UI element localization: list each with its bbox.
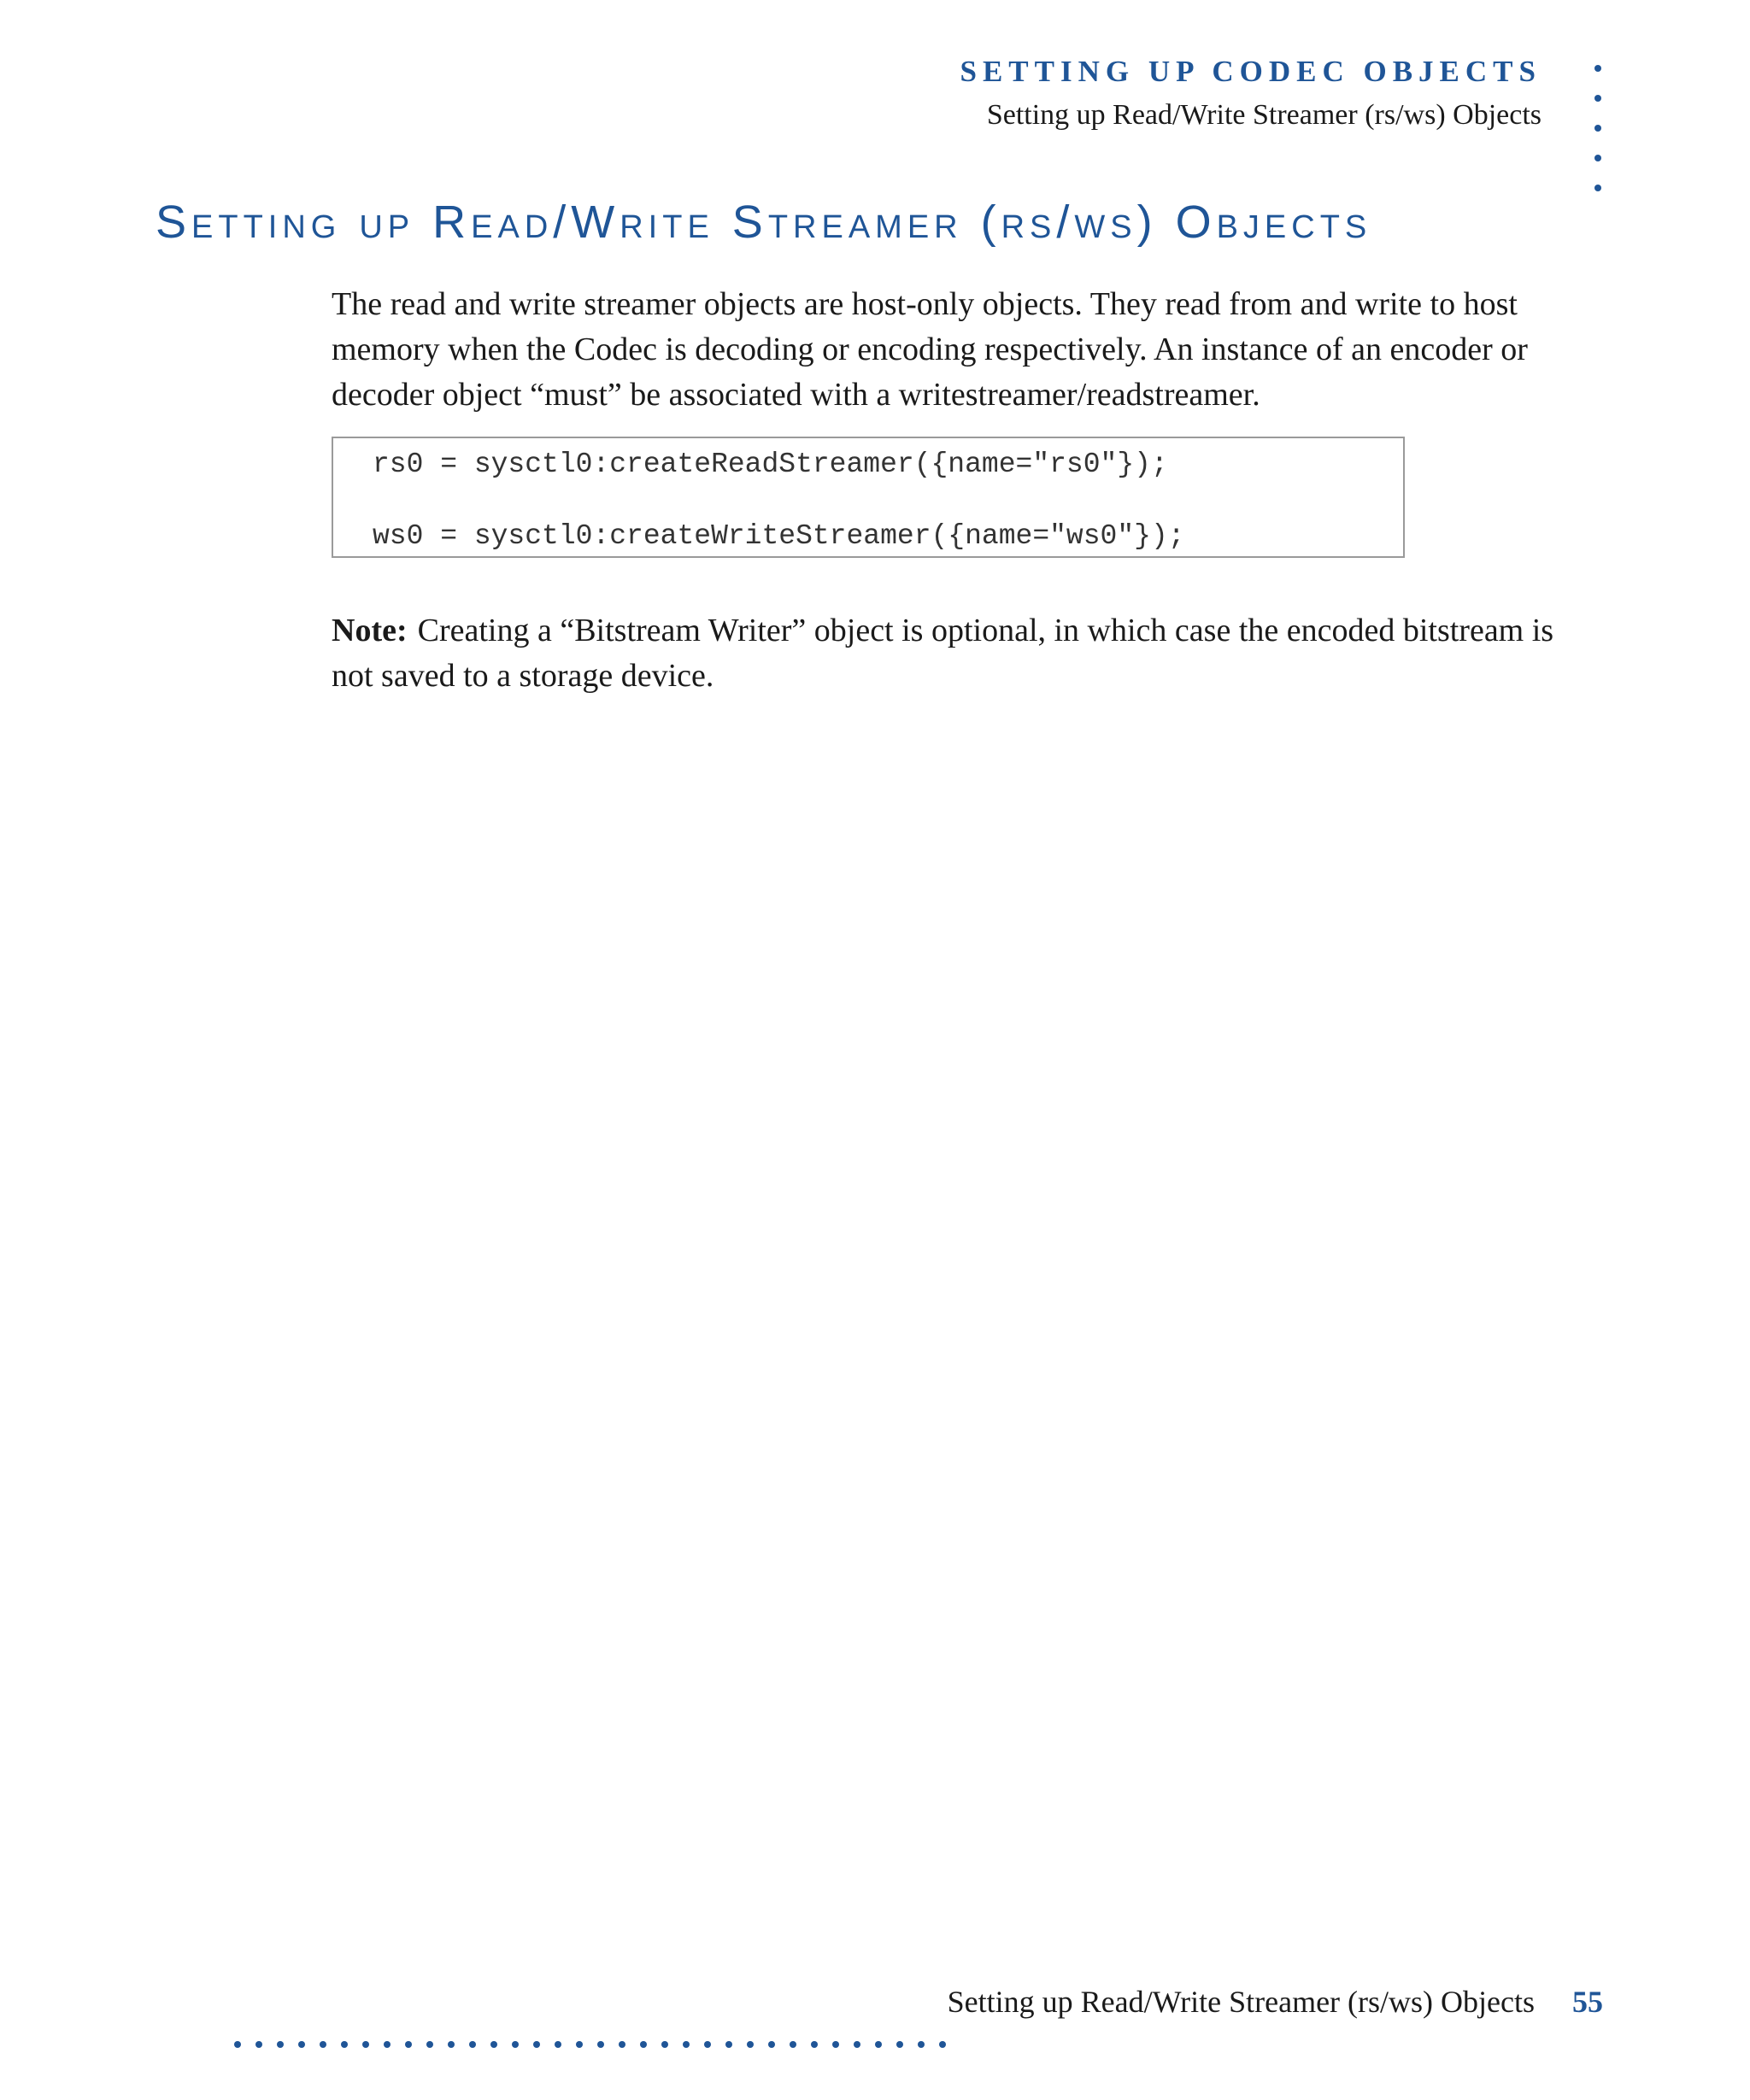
code-blank-line <box>373 483 1403 519</box>
code-line: rs0 = sysctl0:createReadStreamer({name="rs0"}); <box>373 449 1168 480</box>
note-text: Creating a “Bitstream Writer” object is optional, in which case the encoded bitstream is not saved to a storage device. <box>332 613 1554 694</box>
dot-decoration <box>661 2041 668 2048</box>
body-paragraph: The read and write streamer objects are host-only objects. They read from and write to host memory when the Codec is decoding or encoding respectively. An instance of an encoder or decoder object “must” be associated with a writestreamer/readstreamer. <box>332 286 1528 413</box>
dot-decoration <box>277 2041 284 2048</box>
section-title: Setting up Read/Write Streamer (rs/ws) Objects <box>156 197 1372 248</box>
dot-decoration <box>1594 155 1601 161</box>
vertical-dot-rule <box>1594 65 1605 214</box>
dot-decoration <box>255 2041 262 2048</box>
running-head-chapter: SETTING UP CODEC OBJECTS <box>960 55 1542 88</box>
running-head-section: Setting up Read/Write Streamer (rs/ws) Objects <box>986 99 1542 131</box>
dot-decoration <box>448 2041 455 2048</box>
dot-decoration <box>341 2041 348 2048</box>
dot-decoration <box>1594 125 1601 132</box>
dot-decoration <box>790 2041 796 2048</box>
horizontal-dot-rule <box>234 2041 960 2048</box>
dot-decoration <box>597 2041 604 2048</box>
dot-decoration <box>725 2041 732 2048</box>
dot-decoration <box>875 2041 882 2048</box>
dot-decoration <box>362 2041 369 2048</box>
dot-decoration <box>533 2041 540 2048</box>
dot-decoration <box>512 2041 519 2048</box>
footer-title: Setting up Read/Write Streamer (rs/ws) Objects <box>947 1985 1535 2019</box>
dot-decoration <box>918 2041 925 2048</box>
note-paragraph <box>332 608 1596 699</box>
dot-decoration <box>490 2041 497 2048</box>
dot-decoration <box>704 2041 711 2048</box>
dot-decoration <box>896 2041 903 2048</box>
dot-decoration <box>234 2041 241 2048</box>
dot-decoration <box>384 2041 391 2048</box>
dot-decoration <box>405 2041 412 2048</box>
dot-decoration <box>555 2041 561 2048</box>
note-label: Note: <box>332 613 408 648</box>
dot-decoration <box>469 2041 476 2048</box>
dot-decoration <box>1594 95 1601 102</box>
dot-decoration <box>320 2041 326 2048</box>
dot-decoration <box>811 2041 818 2048</box>
dot-decoration <box>640 2041 647 2048</box>
running-head <box>960 53 1542 135</box>
code-block <box>332 437 1405 558</box>
dot-decoration <box>298 2041 305 2048</box>
dot-decoration <box>576 2041 583 2048</box>
dot-decoration <box>768 2041 775 2048</box>
dot-decoration <box>854 2041 860 2048</box>
dot-decoration <box>683 2041 690 2048</box>
dot-decoration <box>939 2041 946 2048</box>
dot-decoration <box>1594 65 1601 72</box>
code-line: ws0 = sysctl0:createWriteStreamer({name="ws0"}); <box>373 520 1185 552</box>
dot-decoration <box>426 2041 433 2048</box>
dot-decoration <box>1594 185 1601 191</box>
dot-decoration <box>747 2041 754 2048</box>
dot-decoration <box>619 2041 625 2048</box>
page-number: 55 <box>1572 1985 1603 2019</box>
page-footer <box>948 1981 1603 2022</box>
dot-decoration <box>832 2041 839 2048</box>
